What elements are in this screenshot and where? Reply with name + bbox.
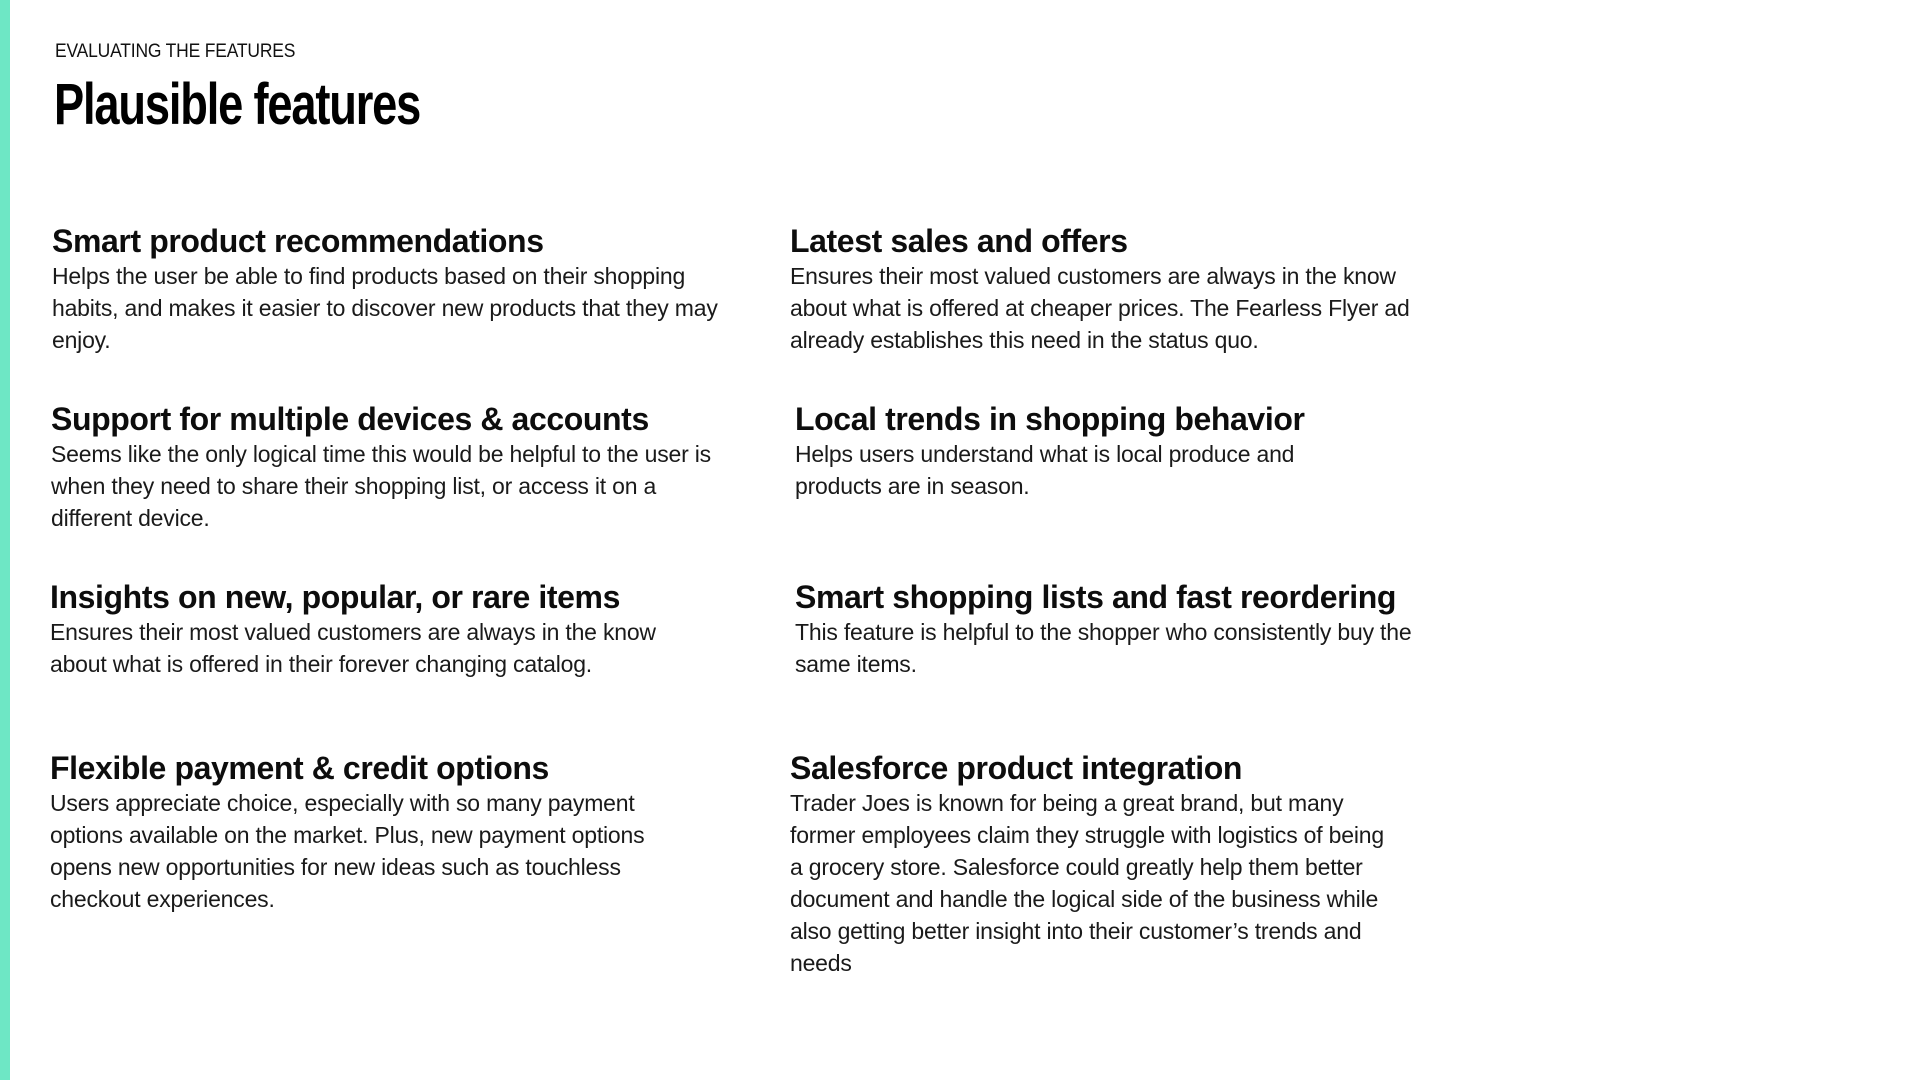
feature-description: Ensures their most valued customers are always in the know about what is offered at cheaper prices. The Fearless Flyer ad already establishes this need in the status quo. xyxy=(790,263,1410,353)
feature-latest-sales-and-offers xyxy=(790,222,1470,356)
feature-description: Users appreciate choice, especially with so many payment options available on the market. Plus, new payment options opens new opportunities for new ideas such as touchless checkout experiences. xyxy=(50,790,645,912)
feature-title: Salesforce product integration xyxy=(790,750,1243,786)
feature-title: Insights on new, popular, or rare items xyxy=(50,579,620,615)
feature-flexible-payment xyxy=(50,749,730,915)
feature-salesforce-integration xyxy=(790,749,1470,979)
page-title: Plausible features xyxy=(54,72,421,137)
feature-title: Smart product recommendations xyxy=(52,223,544,259)
feature-title: Smart shopping lists and fast reordering xyxy=(795,579,1396,615)
feature-multiple-devices-accounts xyxy=(51,400,731,534)
feature-description: Helps users understand what is local produce and products are in season. xyxy=(795,441,1295,499)
feature-description: Ensures their most valued customers are always in the know about what is offered in their forever changing catalog. xyxy=(50,619,656,677)
feature-title: Flexible payment & credit options xyxy=(50,750,549,786)
feature-title: Latest sales and offers xyxy=(790,223,1128,259)
feature-title: Support for multiple devices & accounts xyxy=(51,401,649,437)
feature-smart-product-recommendations xyxy=(52,222,732,356)
feature-smart-shopping-lists xyxy=(795,578,1475,680)
feature-local-trends xyxy=(795,400,1475,502)
feature-description: This feature is helpful to the shopper who consistently buy the same items. xyxy=(795,619,1412,677)
section-eyebrow: EVALUATING THE FEATURES xyxy=(55,41,296,62)
feature-description: Trader Joes is known for being a great brand, but many former employees claim they struggle with logistics of being a grocery store. Salesforce could greatly help them better document and handle the logical side of the business while also getting better insight into their customer’s trends and needs xyxy=(790,790,1384,976)
feature-insights-items xyxy=(50,578,730,680)
feature-description: Seems like the only logical time this would be helpful to the user is when they need to share their shopping list, or access it on a different device. xyxy=(51,441,711,531)
accent-bar xyxy=(0,0,10,1080)
feature-title: Local trends in shopping behavior xyxy=(795,401,1305,437)
feature-description: Helps the user be able to find products based on their shopping habits, and makes it easier to discover new products that they may enjoy. xyxy=(52,263,718,353)
